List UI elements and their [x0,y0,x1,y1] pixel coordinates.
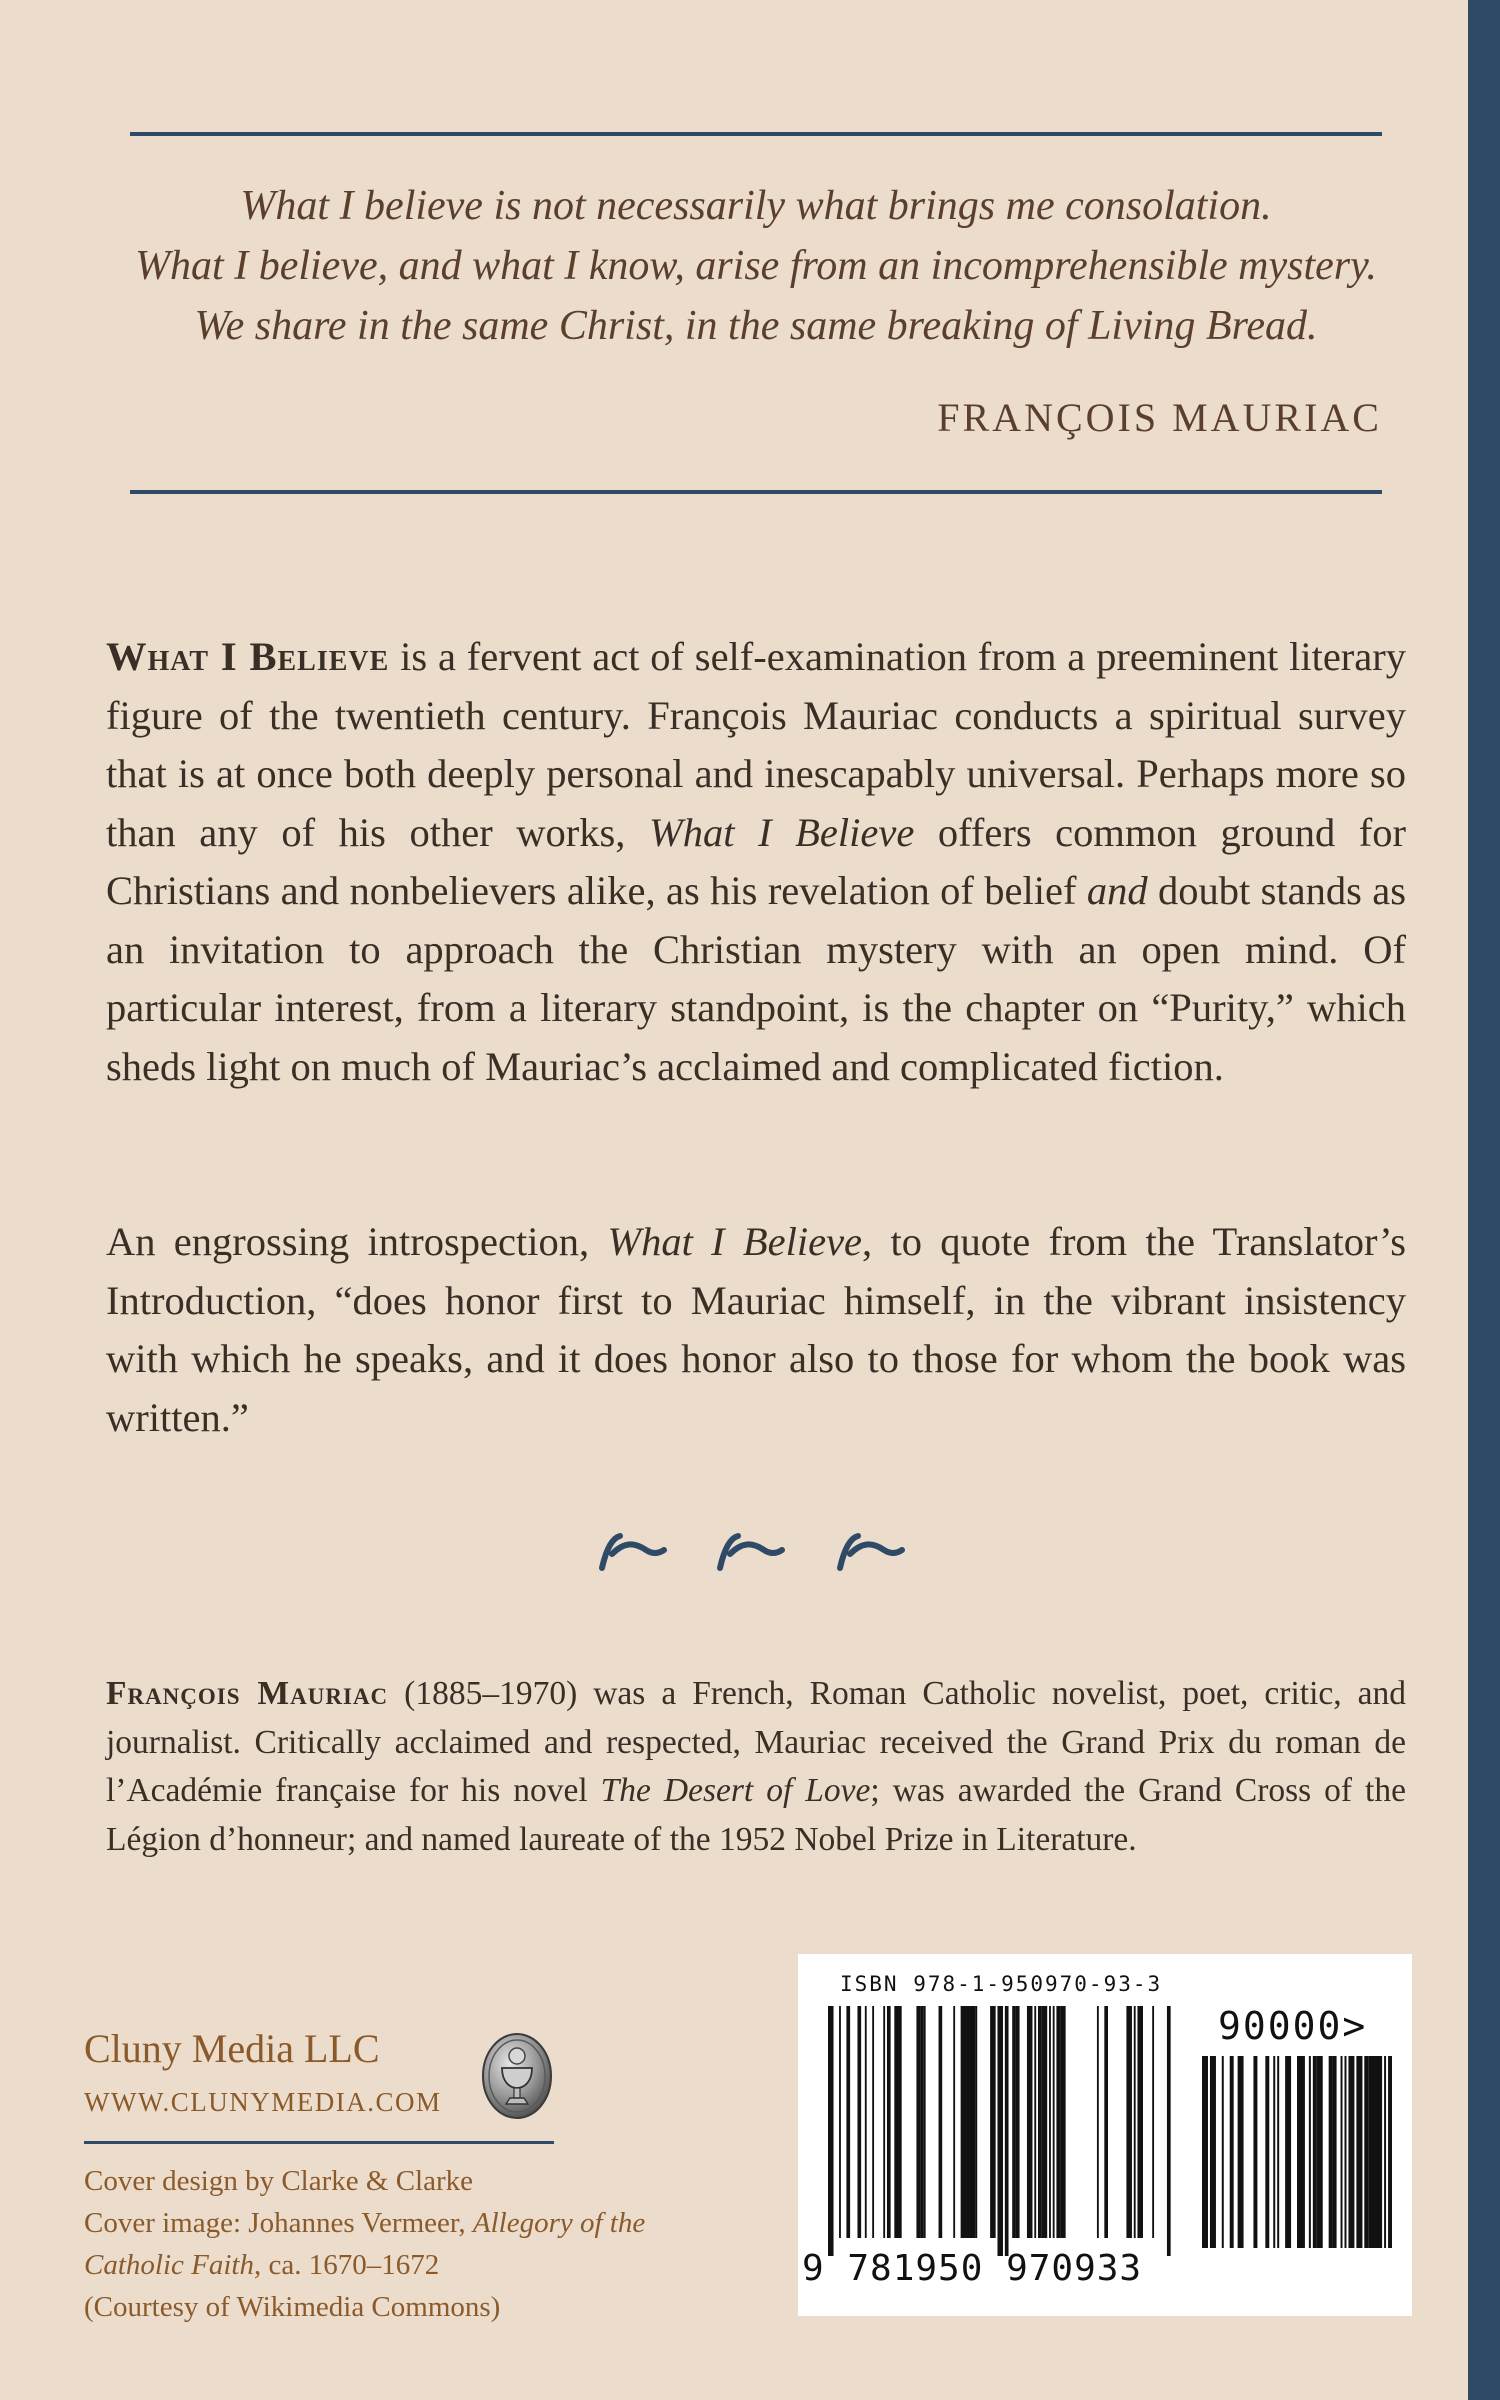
barcode-bar [1012,2006,1016,2238]
ean13-barcode [828,2006,1178,2256]
description-p2-text-a: An engrossing introspection, [106,1219,608,1264]
barcode-bar [1301,2056,1305,2248]
credit-courtesy: (Courtesy of Wikimedia Commons) [84,2291,501,2323]
barcode-bar [1214,2056,1216,2248]
barcode-bar [1345,2056,1347,2248]
epigraph-line-3: We share in the same Christ, in the same breaking of Living Bread. [194,303,1318,349]
barcode-bar [939,2006,943,2238]
epigraph-bottom-rule [130,490,1382,494]
barcode-bar [1152,2006,1154,2238]
epigraph-line-1: What I believe is not necessarily what brings me consolation. [240,183,1272,229]
barcode-bar [1309,2056,1311,2248]
isbn-barcode-box [798,1954,1412,2316]
barcode-bar [1313,2056,1317,2248]
barcode-bar [865,2006,867,2238]
author-bio [106,1670,1406,1864]
credit-image-prefix: Cover image: Johannes Vermeer, [84,2207,473,2239]
credit-image-line-1 [84,2202,704,2244]
barcode-bar [1360,2056,1362,2248]
barcode-bar [1230,2056,1234,2248]
bio-text-b: ; was awarded the Grand Cross of the Légion d’honneur; and named laureate of the 1952 Nobel Prize in Literature. [106,1772,1406,1858]
barcode-bar [972,2006,976,2238]
barcode-bar [846,2006,850,2238]
publisher-url: WWW.CLUNYMEDIA.COM [84,2087,442,2117]
barcode-bar [997,2006,1003,2256]
ornament-flourishes [590,1520,930,1580]
barcode-bar [1097,2006,1099,2238]
barcode-bar [1273,2056,1275,2248]
barcode-bar [1222,2056,1224,2248]
barcode-bar [1134,2006,1136,2238]
barcode-bar [1042,2006,1048,2238]
barcode-bar [1034,2006,1036,2238]
novel-title-italic: The Desert of Love [600,1772,871,1809]
epigraph-line-2: What I believe, and what I know, arise from an incomprehensible mystery. [135,243,1377,289]
barcode-bar [887,2006,891,2238]
epigraph-top-rule [130,132,1382,136]
description-p2-text-b: , to quote from the Translator’s Introduction, “does honor first to Mauriac himself, in the vibrant insistency with which he speaks, and it does honor also to those for whom the book was written.” [106,1219,1406,1440]
barcode-bar [828,2006,834,2256]
barcode-bar [1341,2056,1343,2248]
barcode-bar [1285,2056,1291,2248]
barcode-bar [920,2006,924,2238]
barcode-bar [857,2006,861,2238]
publisher-rule [84,2141,554,2144]
author-name-smallcaps: François Mauriac [106,1675,389,1712]
isbn-label: ISBN 978-1-950970-93-3 [840,1972,1163,1996]
barcode-bar [1053,2006,1055,2238]
flourish-icon [720,1536,782,1568]
barcode-bar [1038,2006,1042,2238]
barcode-bar [1388,2056,1392,2248]
barcode-bar [1277,2056,1279,2248]
barcode-bar [1265,2056,1269,2248]
publisher-name: Cluny Media LLC [84,2026,380,2071]
barcode-bar [839,2006,841,2238]
book-title-smallcaps: What I Believe [106,634,390,679]
barcode-bar [1141,2006,1143,2238]
credit-design: Cover design by Clarke & Clarke [84,2165,473,2197]
barcode-bar [1348,2056,1354,2248]
barcode-bar [924,2006,926,2238]
barcode-bar [1329,2056,1333,2248]
barcode-bar [1104,2006,1108,2238]
barcode-bar [1056,2006,1060,2238]
barcode-bar [990,2006,996,2238]
barcode-bar [1016,2006,1020,2238]
barcode-bar [953,2006,955,2238]
barcode-bar [1317,2056,1323,2248]
barcode-bar [1206,2056,1208,2248]
description-p1-text-a: is a fervent act of self-examination from a preeminent literary figure of the twentieth century. François Mauriac conducts a spiritual survey that is at once both deeply personal and inescapably universal. Perhaps more so than any of his other works, [106,634,1407,855]
barcode-bar [1060,2006,1066,2238]
description-p1-text-b: offers common ground for Christians and nonbelievers alike, as his revelation of belief [106,809,1407,913]
barcode-bar [916,2006,920,2238]
barcode-bar [894,2006,898,2238]
spine-edge-strip [1468,0,1500,2400]
barcode-bar [1238,2056,1244,2248]
epigraph-author: FRANÇOIS MAURIAC [937,395,1382,440]
barcode-bar [1376,2056,1382,2248]
barcode-bar [872,2006,874,2238]
barcode-bar [1384,2056,1386,2248]
barcode-bar [1049,2006,1051,2238]
barcode-bar [1253,2056,1257,2248]
description-p1-text-c: doubt stands as an invitation to approach the Christian mystery with an open mind. Of particular interest, from a literary standpoint, is the chapter on “Purity,” which sheds light on much of Mauriac’s acclaimed and complicated fiction. [106,868,1406,1089]
emphasis-and: and [1086,868,1148,913]
barcode-bar [883,2006,885,2238]
cover-credits [84,2160,704,2328]
description-paragraph-2 [106,1213,1406,1447]
barcode-bar [1005,2006,1009,2256]
barcode-bar [1364,2056,1368,2248]
book-title-italic-2: What I Believe [607,1219,863,1264]
barcode-bar [1333,2056,1337,2248]
barcode-bar [1027,2006,1033,2238]
flourish-icon [602,1536,664,1568]
credit-image-title-2: Catholic Faith [84,2249,254,2281]
chalice-medallion-icon [478,2030,556,2122]
barcode-bar [1126,2006,1132,2238]
description-paragraph-1 [106,628,1406,1096]
credit-image-title-1: Allegory of the [472,2207,646,2239]
bio-text-a: (1885–1970) was a French, Roman Catholic novelist, poet, critic, and journalist. Critically acclaimed and respected, Mauriac received the Grand Prix du roman de l’Académie française for his novel [106,1675,1406,1809]
flourish-icon [840,1536,902,1568]
isbn-digits: 9 781950 970933 [802,2248,1143,2289]
barcode-bar [898,2006,902,2238]
epigraph-quote [100,176,1412,356]
book-title-italic: What I Believe [649,809,915,855]
price-code: 90000> [1218,2004,1368,2048]
barcode-bar [1167,2006,1171,2256]
credit-image-date: , ca. 1670–1672 [253,2249,440,2281]
barcode-bar [975,2006,977,2238]
price-barcode [1202,2056,1392,2266]
credit-image-line-2 [84,2244,704,2286]
